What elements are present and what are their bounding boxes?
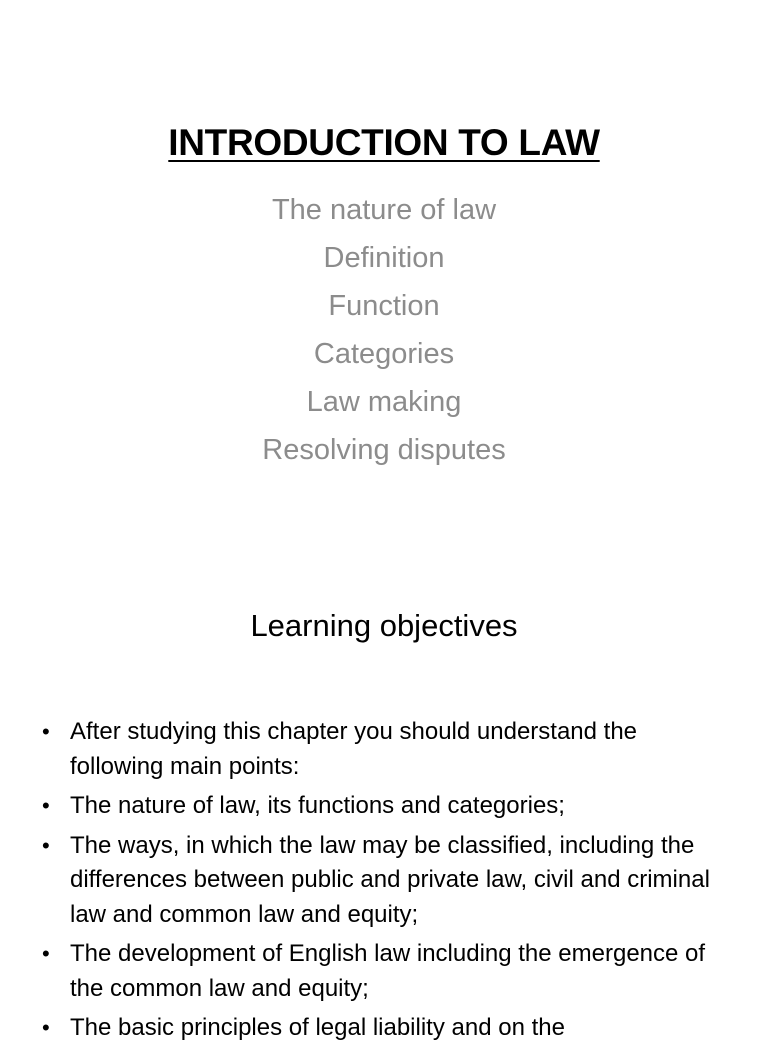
bullet-icon: •	[42, 832, 50, 858]
list-item	[42, 937, 732, 1006]
list-item-text: The ways, in which the law may be classified, including the differences between public and private law, civil and criminal law and common law and equity;	[70, 831, 710, 928]
topic-list	[0, 186, 768, 474]
list-item	[42, 1011, 732, 1046]
bullet-icon: •	[42, 941, 50, 966]
list-item-text: The development of English law including the emergence of the common law and equity;	[70, 940, 706, 1002]
list-item-text: The basic principles of legal liability and on the	[70, 1014, 565, 1041]
topic-item: Resolving disputes	[262, 434, 506, 466]
bullet-icon: •	[42, 1015, 50, 1040]
topic-item: Law making	[306, 386, 462, 418]
list-item	[42, 715, 732, 784]
slide-heading: Learning objectives	[250, 608, 518, 643]
slide-learning-objectives	[0, 560, 768, 1041]
bullet-icon: •	[42, 719, 50, 744]
topic-item: Categories	[313, 338, 455, 370]
topic-item: The nature of law	[271, 194, 497, 226]
list-item-text: The nature of law, its functions and categories;	[70, 792, 565, 819]
bullet-icon: •	[42, 793, 50, 818]
topic-item: Function	[328, 290, 440, 322]
list-item	[42, 789, 732, 824]
list-item-text: After studying this chapter you should understand the following main points:	[70, 718, 638, 780]
slide-title: INTRODUCTION TO LAW	[168, 122, 600, 163]
list-item	[42, 829, 732, 933]
objectives-list	[42, 715, 732, 1051]
slide-introduction	[0, 0, 768, 520]
topic-item: Definition	[323, 242, 445, 274]
